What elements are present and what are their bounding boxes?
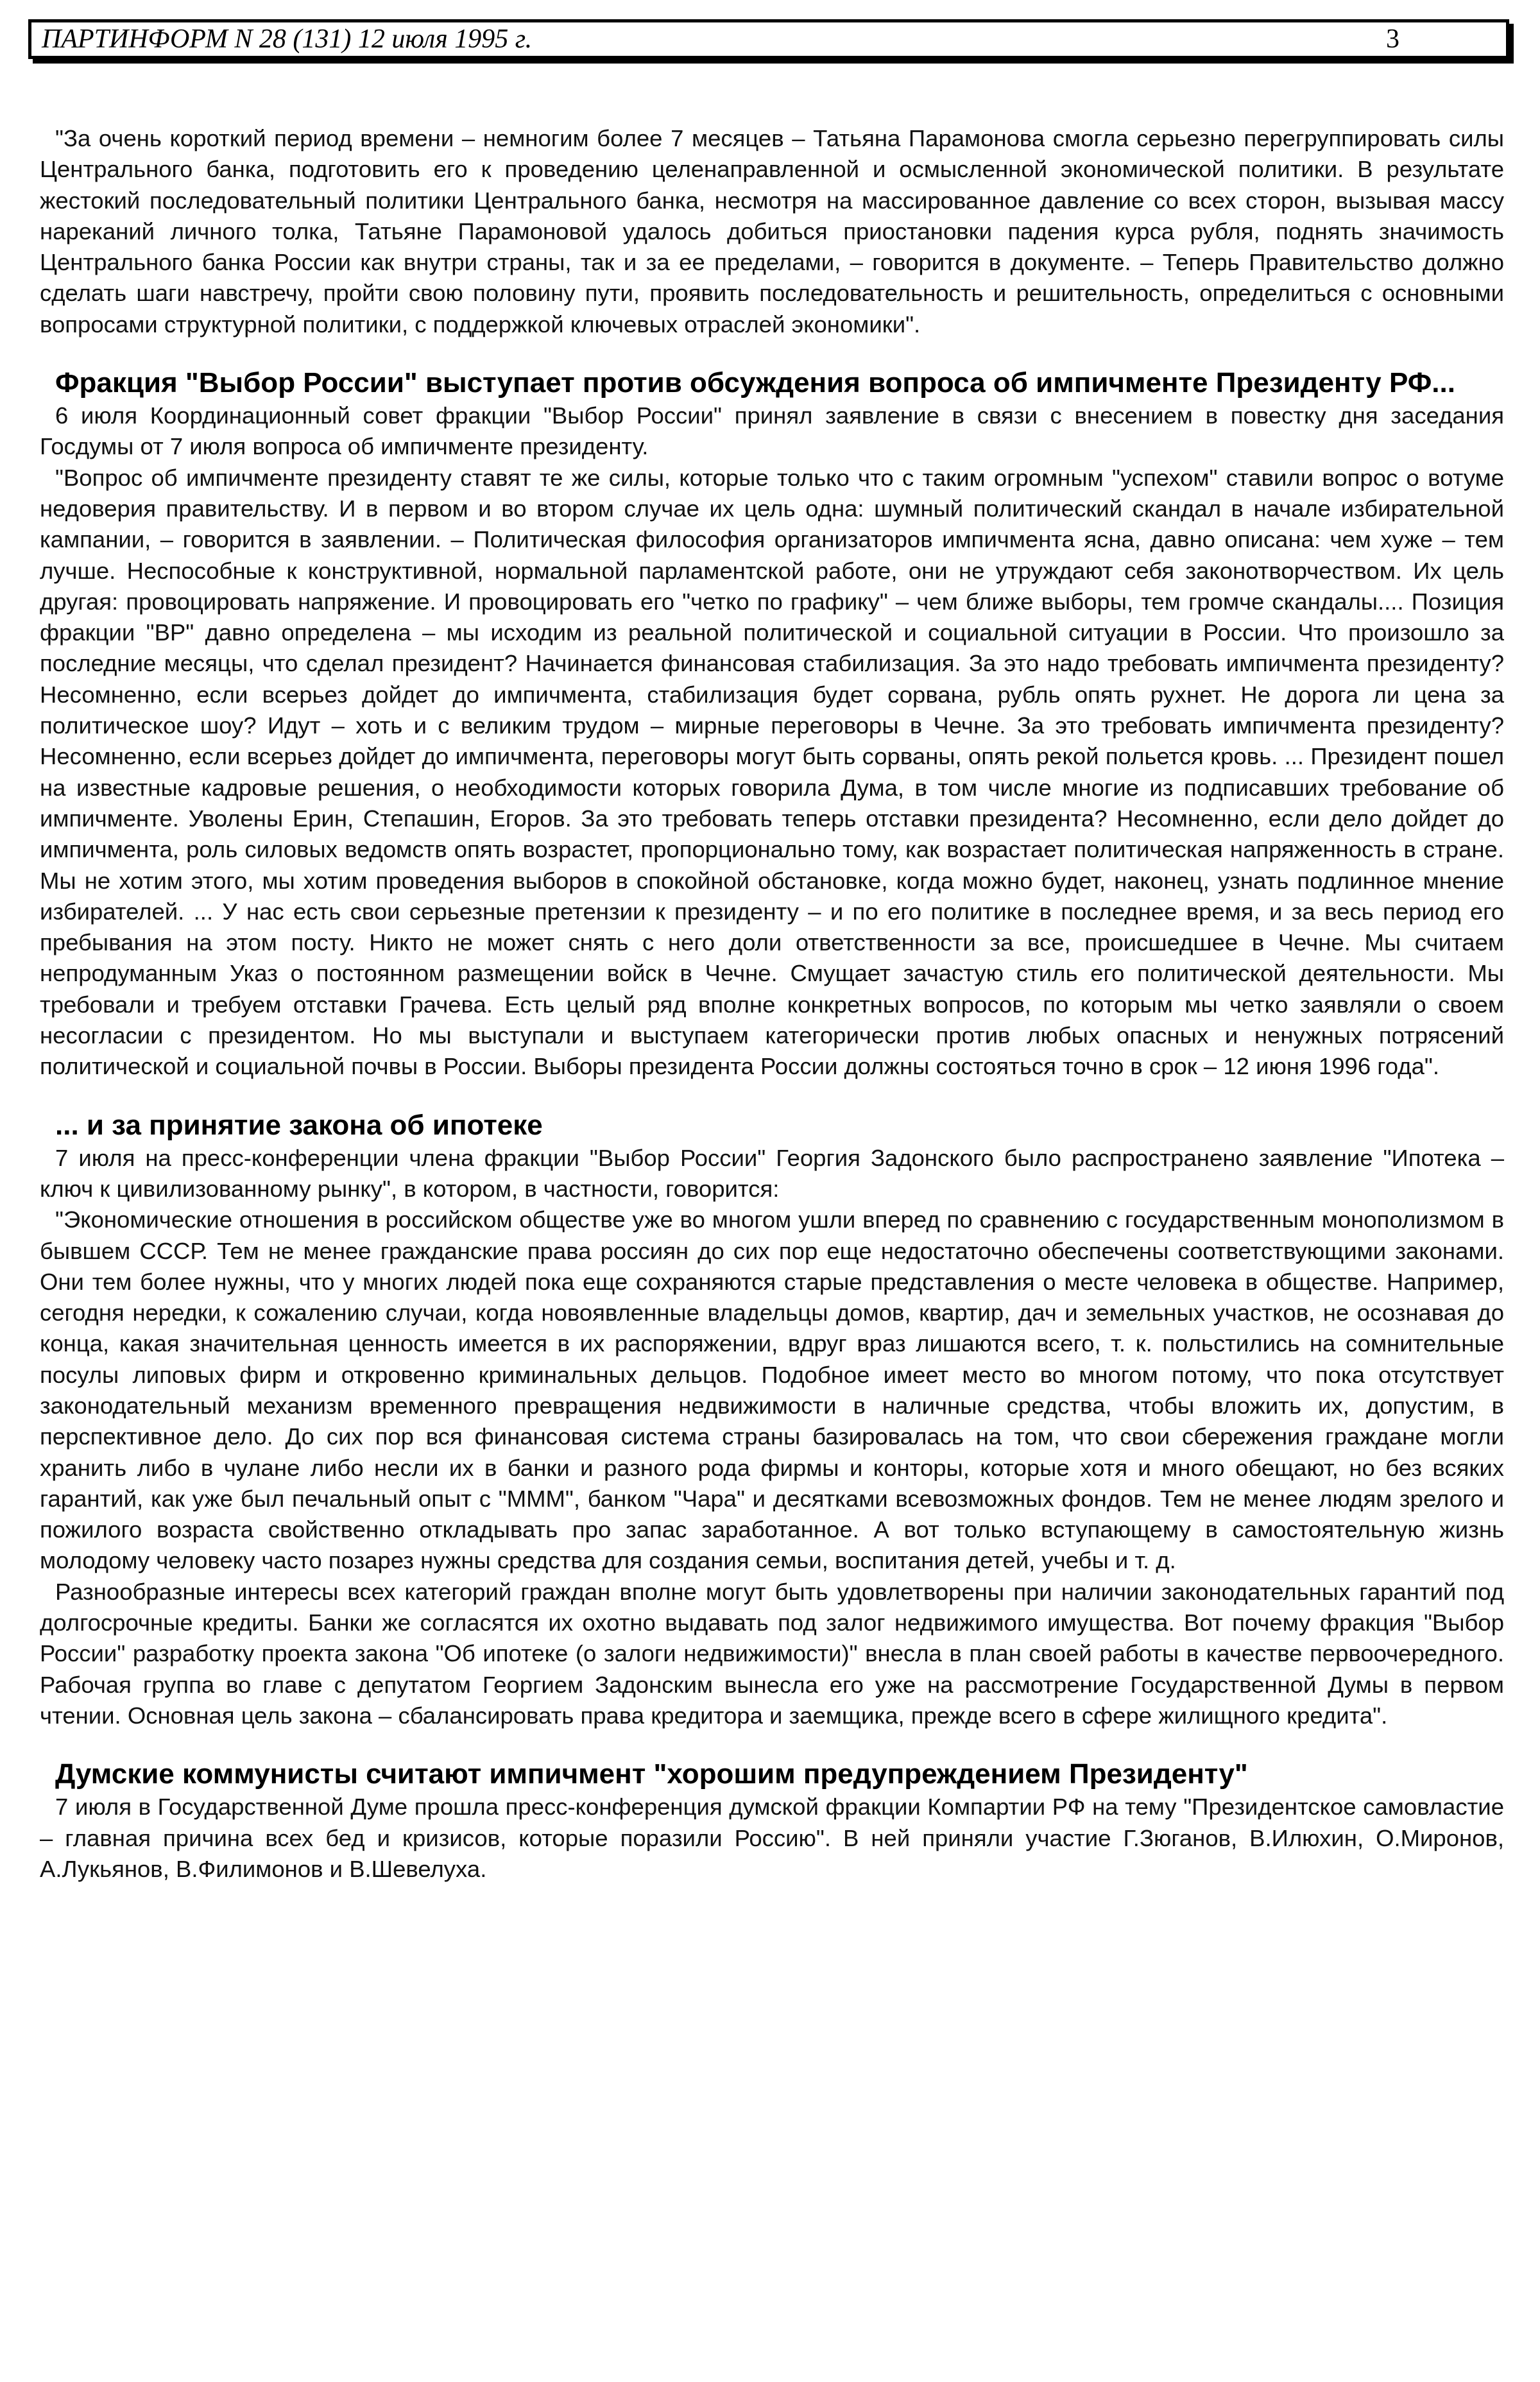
paragraph: Разнообразные интересы всех категорий граждан вполне могут быть удовлетворены при наличии законодательных гарантий под долгосрочные кредиты. Банки же согласятся их охотно выдавать под залог недвижимого имущества. Вот почему фракция "Выбор России" разработку проекта закона "Об ипотеке (о залоги недвижимости)" внесла в план своей работы в качестве первоочередного. Рабочая группа во главе с депутатом Георгием Задонским вынесла его уже на рассмотрение Государственной Думы в первом чтении. Основная цель закона – сбалансировать права кредитора и заемщика, прежде всего в сфере жилищного кредита". xyxy=(40,1578,1504,1729)
publication-title: ПАРТИНФОРМ N 28 (131) 12 июля 1995 г. xyxy=(42,24,533,54)
paragraph: 7 июля в Государственной Думе прошла пресс-конференция думской фракции Компартии РФ на тему "Президентское самовластие – главная причина всех бед и кризисов, которые поразили Россию". В ней приняли участие Г.Зюганов, В.Илюхин, О.Миронов, А.Лукьянов, В.Филимонов и В.Шевелуха. xyxy=(40,1794,1504,1882)
paragraph: "Вопрос об импичменте президенту ставят те же силы, которые только что с таким огромным "успехом" ставили вопрос о вотуме недоверия правительству. И в первом и во втором случае их цель одна: шумный политический скандал в начале избирательной кампании, – говорится в заявлении. – Политическая философия организаторов импичмента ясна, давно описана: чем хуже – тем лучше. Неспособные к конструктивной, нормальной парламентской работе, они не утруждают себя законотворчеством. Их цель другая: провоцировать напряжение. И провоцировать его "четко по графику" – чем ближе выборы, тем громче скандалы.... Позиция фракции "ВР" давно определена – мы исходим из реальной политической и социальной ситуации в России. Что произошло за последние месяцы, что сделал президент? Начинается финансовая стабилизация. За это надо требовать импичмента президенту? Несомненно, если всерьез дойдет до импичмента, стабилизация будет сорвана, рубль опять рухнет. Не дорога ли цена за политическое шоу? Идут – хоть и с великим трудом – мирные переговоры в Чечне. За это требовать импичмента президенту? Несомненно, если всерьез дойдет до импичмента, переговоры могут быть сорваны, опять рекой польется кровь. ... Президент пошел на известные кадровые решения, о необходимости которых говорила Дума, в том числе многие из подписавших требование об импичменте. Уволены Ерин, Степашин, Егоров. За это требовать теперь отставки президента? Несомненно, если дело дойдет до импичмента, роль силовых ведомств опять возрастет, пропорционально тому, как возрастает политическая напряженность в стране. Мы не хотим этого, мы хотим проведения выборов в спокойной обстановке, когда можно будет, наконец, узнать подлинное мнение избирателей. ... У нас есть свои серьезные претензии к президенту – и по его политике в последнее время, и за весь период его пребывания на этом посту. Никто не может снять с него доли ответственности за все, происшедшее в Чечне. Мы считаем непродуманным Указ о постоянном размещении войск в Чечне. Смущает зачастую стиль его политической деятельности. Мы требовали и требуем отставки Грачева. Есть целый ряд вполне конкретных вопросов, по которым мы четко заявляли о своем несогласии с президентом. Но мы выступали и выступаем категорически против любых опасных и ненужных потрясений политической и социальной почвы в России. Выборы президента России должны состояться точно в срок – 12 июня 1996 года". xyxy=(40,464,1504,1080)
paragraph: 7 июля на пресс-конференции члена фракции "Выбор России" Георгия Задонского было распространено заявление "Ипотека – ключ к цивилизованному рынку", в котором, в частности, говорится: xyxy=(40,1144,1504,1202)
page-number: 3 xyxy=(1386,24,1399,54)
page-header xyxy=(28,19,1509,59)
section-heading: ... и за принятие закона об ипотеке xyxy=(55,1109,543,1141)
article-body xyxy=(40,123,1504,1885)
paragraph: "За очень короткий период времени – немногим более 7 месяцев – Татьяна Парамонова смогла серьезно перегруппировать силы Центрального банка, подготовить его к проведению целенаправленной и осмысленной экономической политики. В результате жестокий последовательный политики Центрального банка, несмотря на массированное давление со всех сторон, вызывая массу нареканий личного толка, Татьяне Парамоновой удалось добиться приостановки падения курса рубля, поднять значимость Центрального банка России как внутри страны, так и за ее пределами, – говорится в документе. – Теперь Правительство должно сделать шаги навстречу, пройти свою половину пути, проявить последовательность и решительность, определиться с основными вопросами структурной политики, с поддержкой ключевых отраслей экономики". xyxy=(40,125,1504,338)
section-heading: Думские коммунисты считают импичмент "хорошим предупреждением Президенту" xyxy=(55,1758,1248,1790)
paragraph: "Экономические отношения в российском обществе уже во многом ушли вперед по сравнению с государственным монополизмом в бывшем СССР. Тем не менее гражданские права россиян до сих пор еще недостаточно обеспечены соответствующими законами. Они тем более нужны, что у многих людей пока еще сохраняются старые представления о месте человека в обществе. Например, сегодня нередки, к сожалению случаи, когда новоявленные владельцы домов, квартир, дач и земельных участков, не осознавая до конца, какая значительная ценность имеется в их распоряжении, вдруг враз лишаются всего, т. к. польстились на сомнительные посулы липовых фирм и откровенно криминальных дельцов. Подобное имеет место во многом потому, что пока отсутствует законодательный механизм временного превращения недвижимости в наличные средства, чтобы вложить их, допустим, в перспективное дело. До сих пор вся финансовая система страны базировалась на том, что свои сбережения граждане могли хранить либо в чулане либо несли их в банки и разного рода фирмы и конторы, которые хотя и много обещают, но без всяких гарантий, как уже был печальный опыт с "МММ", банком "Чара" и десятками всевозможных фондов. Тем не менее людям зрелого и пожилого возраста свойственно откладывать про запас заработанное. А вот только вступающему в самостоятельную жизнь молодому человеку часто позарез нужны средства для создания семьи, воспитания детей, учебы и т. д. xyxy=(40,1206,1504,1574)
section-heading: Фракция "Выбор России" выступает против обсуждения вопроса об импичменте Президенту РФ... xyxy=(55,367,1455,399)
paragraph: 6 июля Координационный совет фракции "Выбор России" принял заявление в связи с внесением в повестку дня заседания Госдумы от 7 июля вопроса об импичменте президенту. xyxy=(40,402,1504,460)
